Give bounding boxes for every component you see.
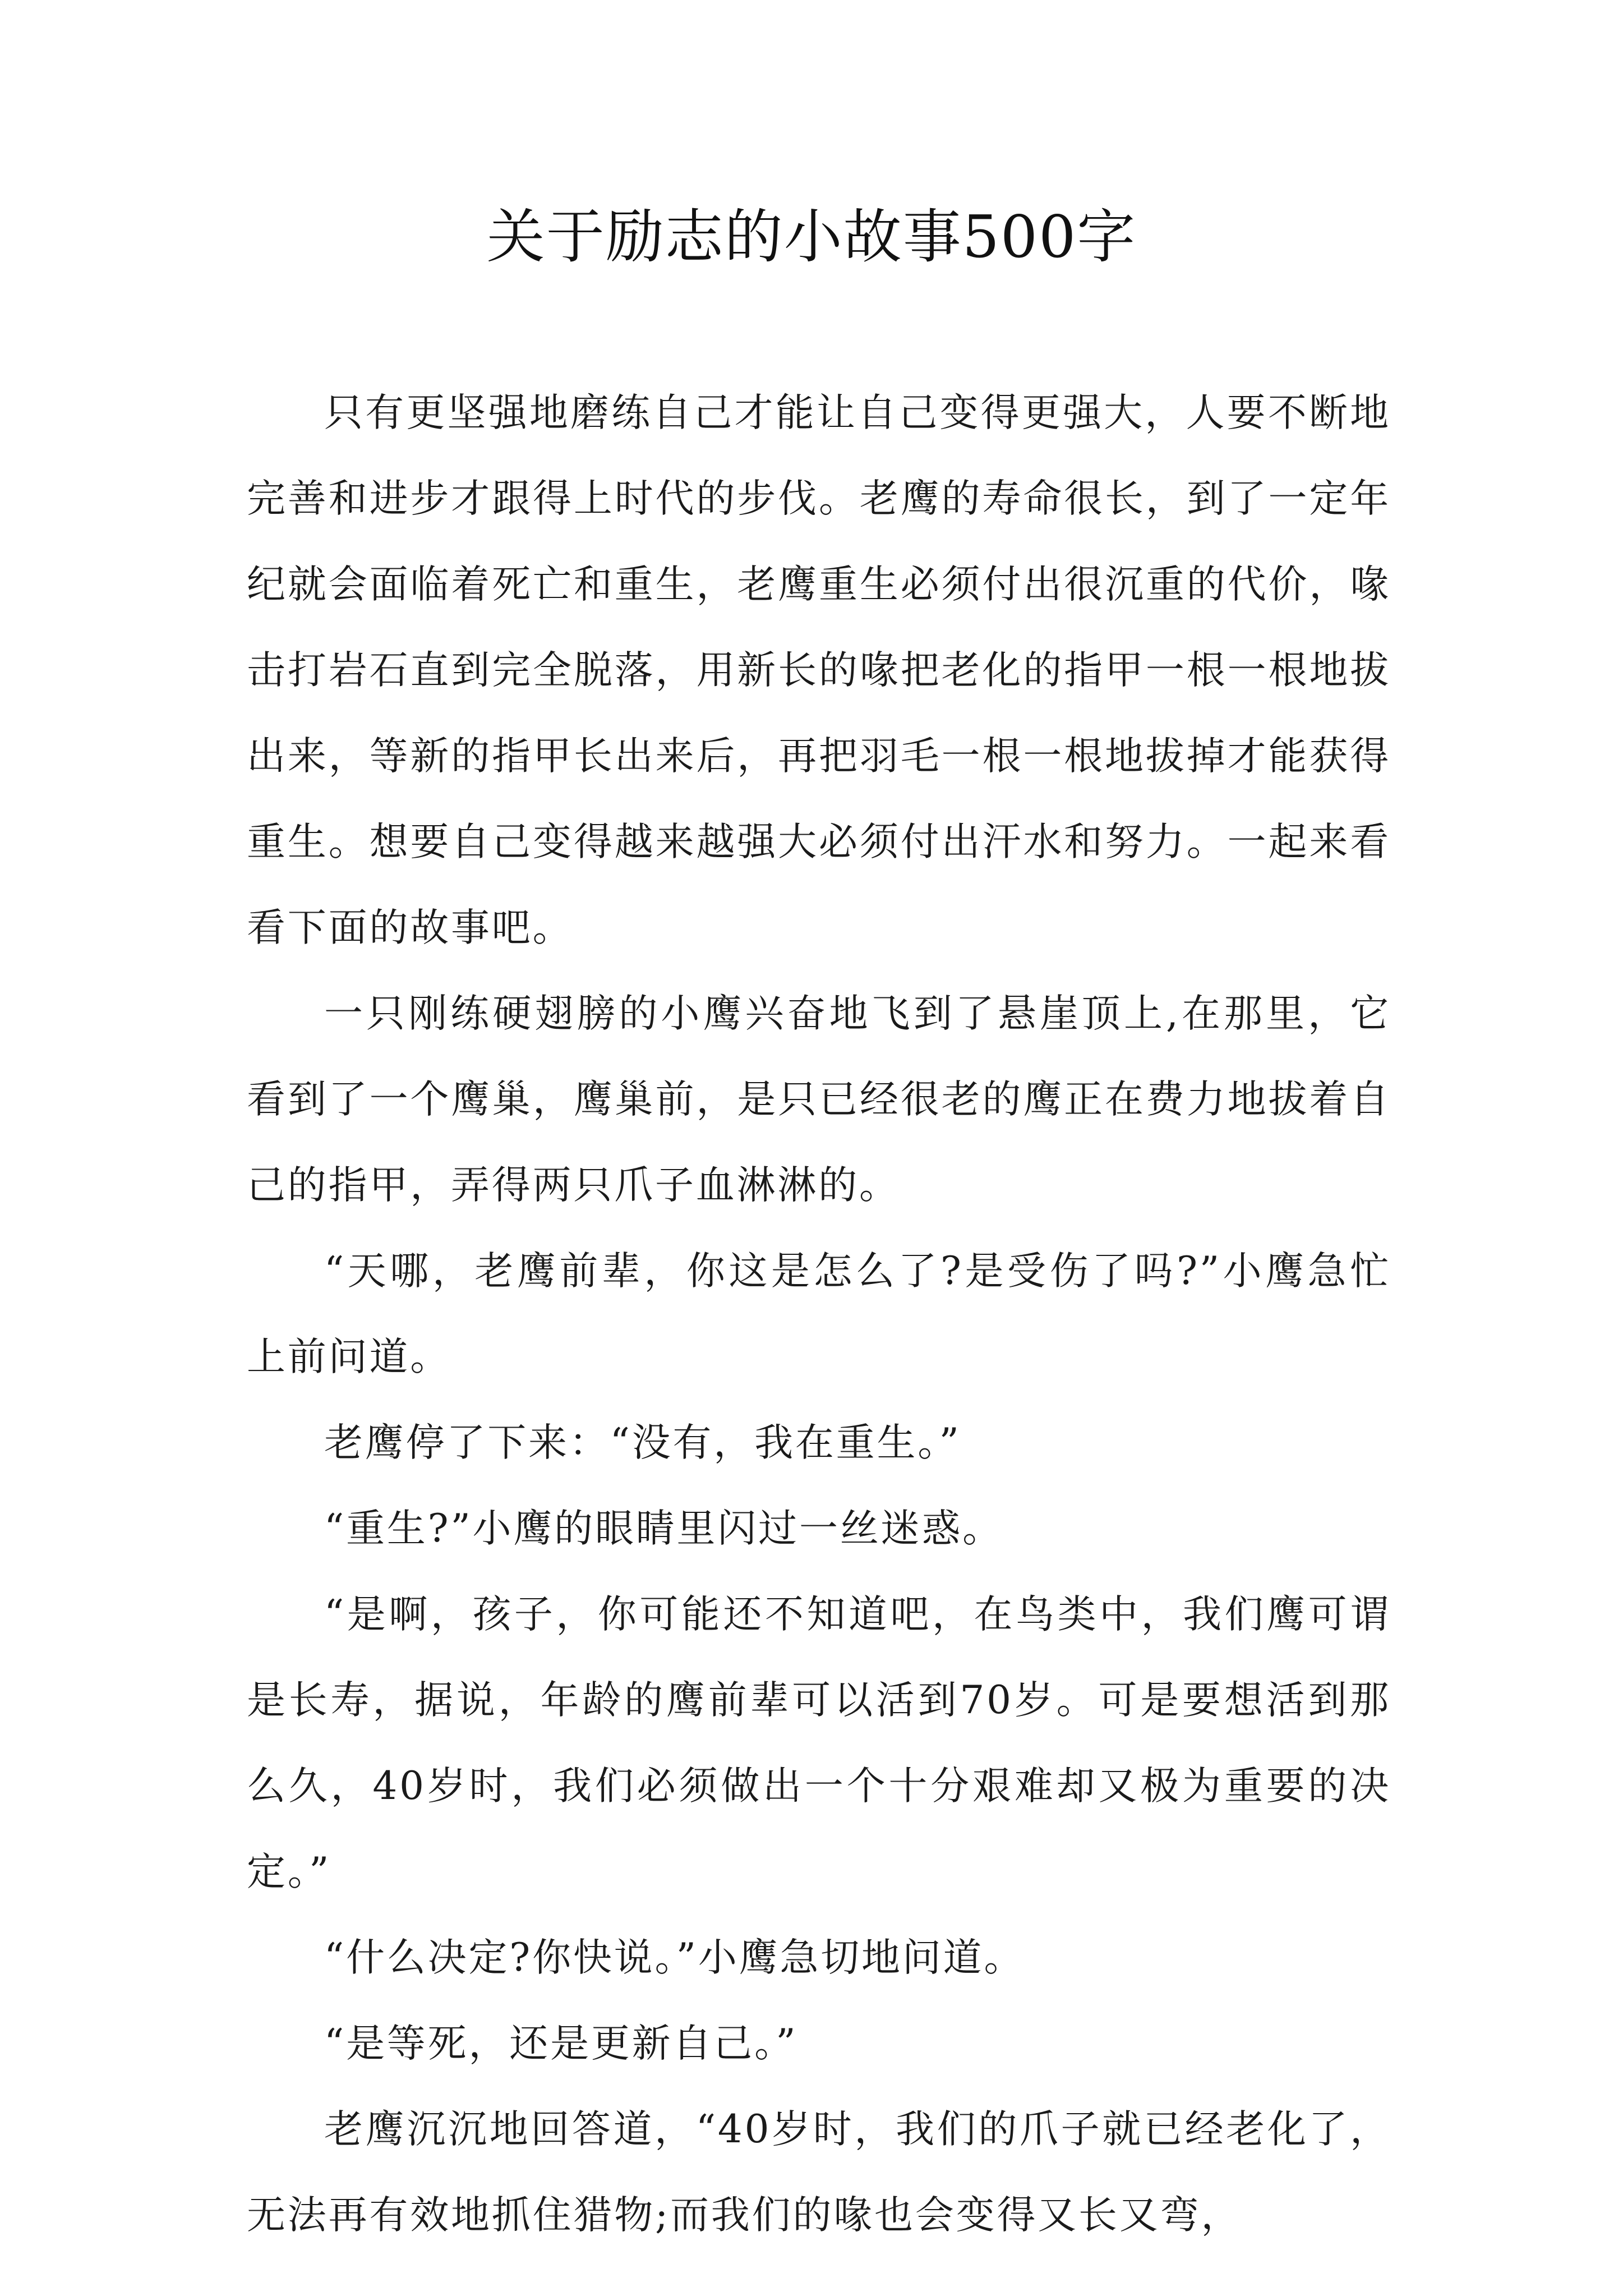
document-body [247, 370, 1391, 2258]
paragraph: “天哪，老鹰前辈，你这是怎么了?是受伤了吗?”小鹰急忙上前问道。 [247, 1249, 1391, 1379]
paragraph: 只有更坚强地磨练自己才能让自己变得更强大，人要不断地完善和进步才跟得上时代的步伐。老鹰的寿命很长，到了一定年纪就会面临着死亡和重生，老鹰重生必须付出很沉重的代价，喙击打岩石直到完全脱落，用新长的喙把老化的指甲一根一根地拔出来，等新的指甲长出来后，再把羽毛一根一根地拔掉才能获得重生。想要自己变得越来越强大必须付出汗水和努力。一起来看看下面的故事吧。 [247, 390, 1391, 950]
paragraph: “重生?”小鹰的眼睛里闪过一丝迷惑。 [324, 1506, 1003, 1551]
paragraph: 老鹰沉沉地回答道，“40岁时，我们的爪子就已经老化了，无法再有效地抓住猎物;而我们的喙也会变得又长又弯， [247, 2107, 1391, 2238]
paragraph: 一只刚练硬翅膀的小鹰兴奋地飞到了悬崖顶上,在那里，它看到了一个鹰巢，鹰巢前，是只已经很老的鹰正在费力地拔着自己的指甲，弄得两只爪子血淋淋的。 [247, 991, 1391, 1208]
paragraph: “是等死，还是更新自己。” [324, 2021, 798, 2066]
paragraph: “什么决定?你快说。”小鹰急切地问道。 [324, 1935, 1025, 1980]
paragraph: “是啊，孩子，你可能还不知道吧，在鸟类中，我们鹰可谓是长寿，据说，年龄的鹰前辈可以活到70岁。可是要想活到那么久，40岁时，我们必须做出一个十分艰难却又极为重要的决定。” [247, 1592, 1391, 1894]
paragraph: 老鹰停了下来：“没有，我在重生。” [324, 1420, 961, 1465]
document-title: 关于励志的小故事500字 [486, 203, 1137, 271]
